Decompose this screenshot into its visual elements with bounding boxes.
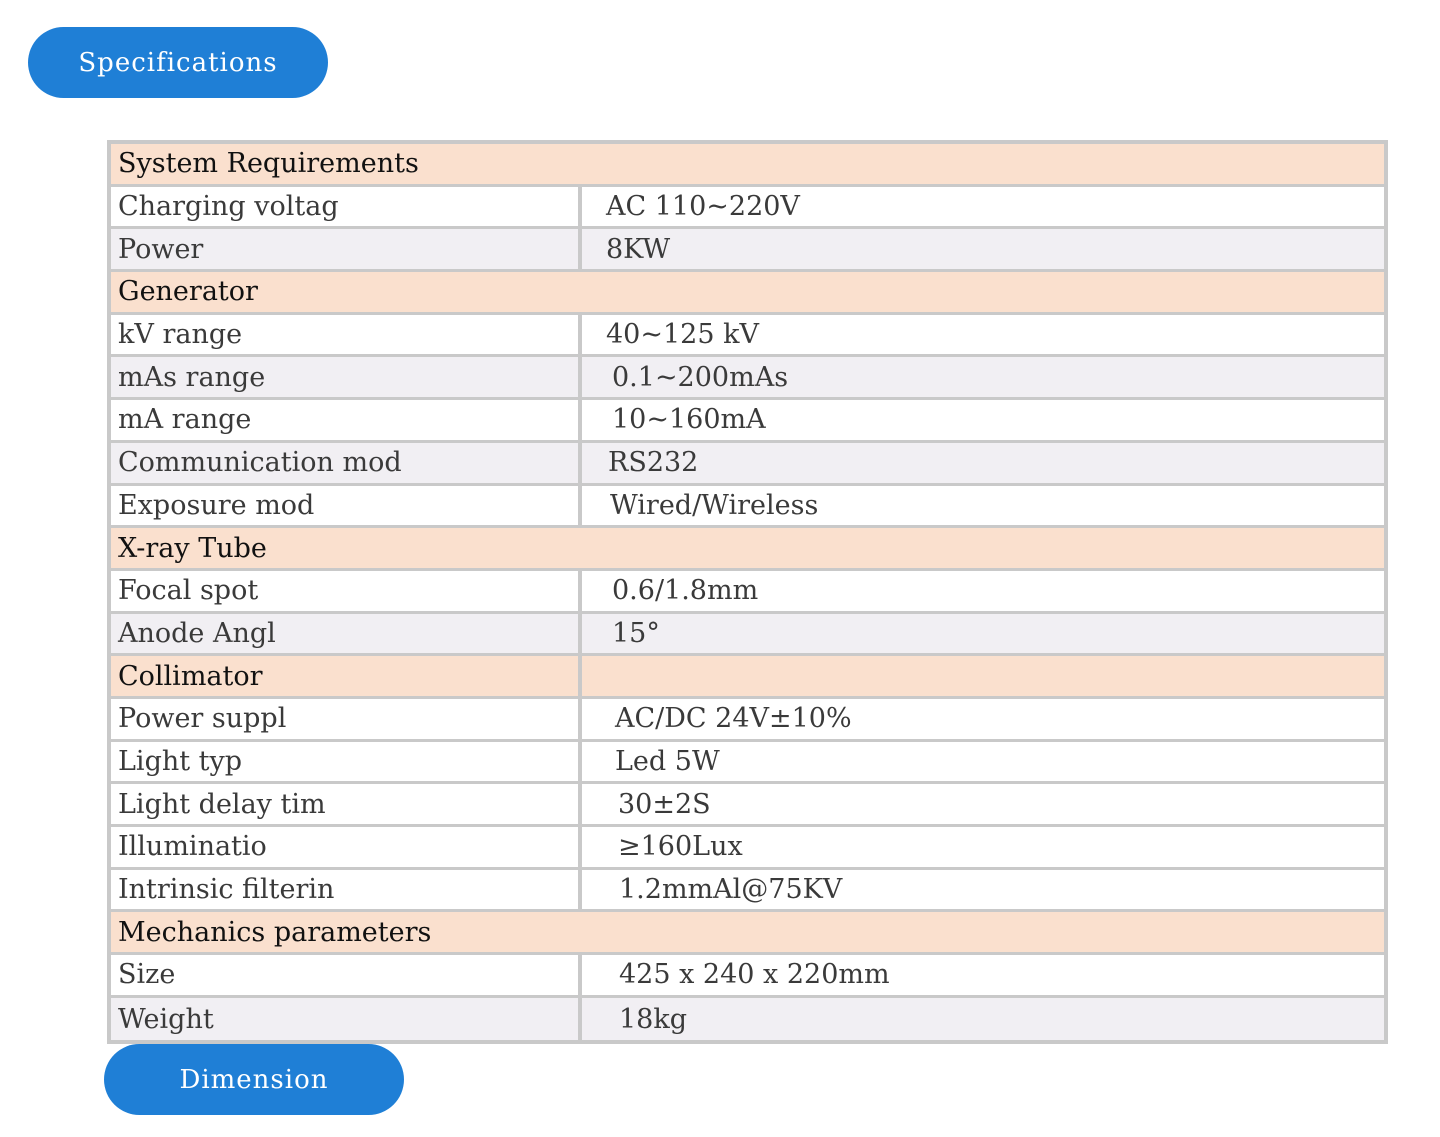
table-row (111, 614, 1384, 657)
section-title: System Requirements (111, 144, 1384, 184)
row-value: Led 5W (582, 742, 1384, 782)
row-value: 40~125 kV (582, 315, 1384, 355)
section-title: Mechanics parameters (111, 912, 1384, 952)
dimension-button[interactable]: Dimension (104, 1044, 404, 1115)
section-title: Collimator (111, 656, 582, 696)
table-row (111, 827, 1384, 870)
row-label: Power suppl (111, 699, 582, 739)
row-label: Communication mod (111, 443, 582, 483)
row-label: Intrinsic filterin (111, 870, 582, 910)
row-value: ≥160Lux (582, 827, 1384, 867)
row-value: 0.1~200mAs (582, 357, 1384, 397)
row-value: 18kg (582, 998, 1384, 1041)
table-row (111, 998, 1384, 1041)
table-row (111, 315, 1384, 358)
table-row (111, 742, 1384, 785)
row-label: mAs range (111, 357, 582, 397)
specifications-button[interactable]: Specifications (28, 27, 328, 98)
specifications-table (107, 140, 1388, 1044)
section-empty-cell (582, 656, 1384, 696)
row-label: mA range (111, 400, 582, 440)
table-row (111, 784, 1384, 827)
row-value: 425 x 240 x 220mm (582, 955, 1384, 995)
row-label: Focal spot (111, 571, 582, 611)
row-value: 0.6/1.8mm (582, 571, 1384, 611)
section-header-generator (111, 272, 1384, 315)
row-label: Light delay tim (111, 784, 582, 824)
table-row (111, 187, 1384, 230)
table-row (111, 955, 1384, 998)
table-row (111, 357, 1384, 400)
table-row (111, 400, 1384, 443)
row-label: Illuminatio (111, 827, 582, 867)
row-value: 10~160mA (582, 400, 1384, 440)
row-label: kV range (111, 315, 582, 355)
row-label: Exposure mod (111, 486, 582, 526)
table-row (111, 571, 1384, 614)
row-label: Power (111, 229, 582, 269)
row-value: RS232 (582, 443, 1384, 483)
section-header-mechanics (111, 912, 1384, 955)
row-label: Light typ (111, 742, 582, 782)
section-title: X-ray Tube (111, 528, 1384, 568)
row-value: 1.2mmAl@75KV (582, 870, 1384, 910)
row-value: 8KW (582, 229, 1384, 269)
section-header-collimator (111, 656, 1384, 699)
row-value: AC/DC 24V±10% (582, 699, 1384, 739)
section-title: Generator (111, 272, 1384, 312)
row-value: Wired/Wireless (582, 486, 1384, 526)
row-value: 15° (582, 614, 1384, 654)
row-label: Anode Angl (111, 614, 582, 654)
row-value: 30±2S (582, 784, 1384, 824)
row-value: AC 110~220V (582, 187, 1384, 227)
row-label: Size (111, 955, 582, 995)
section-header-xray-tube (111, 528, 1384, 571)
table-row (111, 229, 1384, 272)
table-row (111, 486, 1384, 529)
row-label: Charging voltag (111, 187, 582, 227)
section-header-system-requirements (111, 144, 1384, 187)
table-row (111, 870, 1384, 913)
table-row (111, 699, 1384, 742)
row-label: Weight (111, 998, 582, 1041)
table-row (111, 443, 1384, 486)
